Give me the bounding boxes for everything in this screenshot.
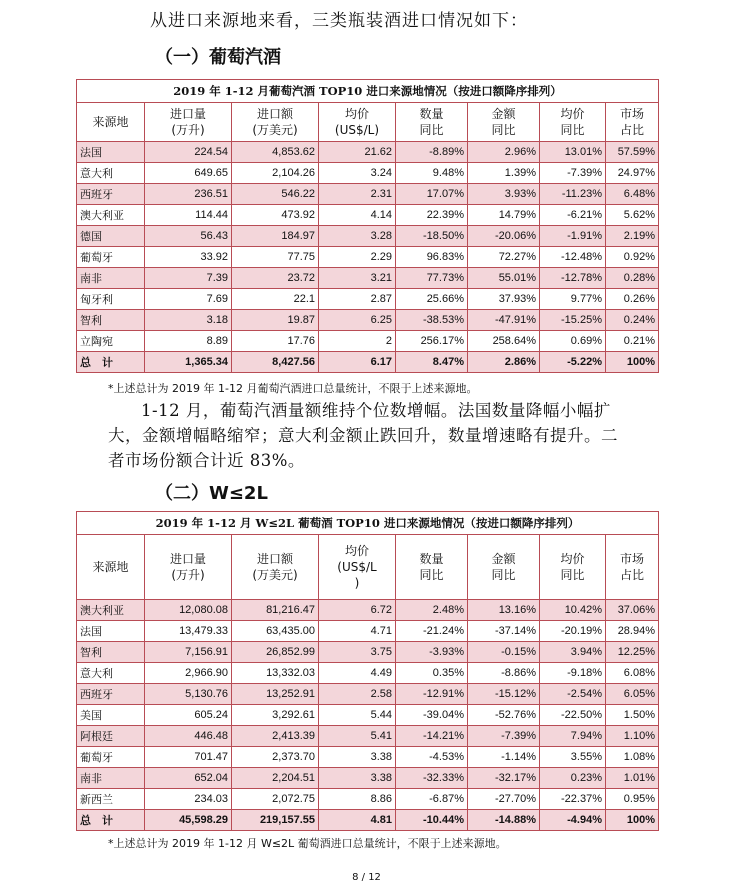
total-value: 45,598.29 xyxy=(145,810,232,831)
value-cell: -20.19% xyxy=(540,621,606,642)
origin-cell: 南非 xyxy=(77,768,145,789)
value-cell: 56.43 xyxy=(145,226,232,247)
value-cell: 6.48% xyxy=(606,184,659,205)
value-cell: -27.70% xyxy=(468,789,540,810)
origin-cell: 葡萄牙 xyxy=(77,747,145,768)
value-cell: 72.27% xyxy=(468,247,540,268)
table-footnote: *上述总计为 2019 年 1-12 月葡萄汽酒进口总量统计，不限于上述来源地。 xyxy=(108,382,478,395)
value-cell: 77.73% xyxy=(396,268,468,289)
value-cell: 17.76 xyxy=(232,331,319,352)
value-cell: -22.50% xyxy=(540,705,606,726)
value-cell: 21.62 xyxy=(319,142,396,163)
total-value: -14.88% xyxy=(468,810,540,831)
value-cell: -11.23% xyxy=(540,184,606,205)
paragraph-text: 1-12 月，葡萄汽酒量额维持个位数增幅。法国数量降幅小幅扩大，金额增幅略缩窄；意大利金额止跌回升，数量增速略有提升。二者市场份额合计近 83%。 xyxy=(108,401,618,470)
value-cell: 5.62% xyxy=(606,205,659,226)
origin-cell: 意大利 xyxy=(77,663,145,684)
value-cell: 9.48% xyxy=(396,163,468,184)
origin-cell: 澳大利亚 xyxy=(77,205,145,226)
value-cell: -22.37% xyxy=(540,789,606,810)
value-cell: -52.76% xyxy=(468,705,540,726)
value-cell: 25.66% xyxy=(396,289,468,310)
table-row xyxy=(77,726,659,747)
value-cell: -1.14% xyxy=(468,747,540,768)
value-cell: 6.72 xyxy=(319,600,396,621)
table-row xyxy=(77,205,659,226)
value-cell: 4.71 xyxy=(319,621,396,642)
total-value: 219,157.55 xyxy=(232,810,319,831)
value-cell: -2.54% xyxy=(540,684,606,705)
table-row xyxy=(77,289,659,310)
value-cell: -1.91% xyxy=(540,226,606,247)
value-cell: 234.03 xyxy=(145,789,232,810)
value-cell: -9.18% xyxy=(540,663,606,684)
value-cell: 4,853.62 xyxy=(232,142,319,163)
total-value: -4.94% xyxy=(540,810,606,831)
column-header: 来源地 xyxy=(77,535,145,600)
value-cell: 55.01% xyxy=(468,268,540,289)
value-cell: 0.92% xyxy=(606,247,659,268)
value-cell: 7.69 xyxy=(145,289,232,310)
origin-cell: 智利 xyxy=(77,642,145,663)
value-cell: 258.64% xyxy=(468,331,540,352)
total-value: -5.22% xyxy=(540,352,606,373)
origin-cell: 阿根廷 xyxy=(77,726,145,747)
value-cell: -20.06% xyxy=(468,226,540,247)
table-row xyxy=(77,600,659,621)
origin-cell: 智利 xyxy=(77,310,145,331)
value-cell: -32.33% xyxy=(396,768,468,789)
value-cell: 184.97 xyxy=(232,226,319,247)
column-header: 进口量 (万升) xyxy=(145,103,232,142)
value-cell: 3.93% xyxy=(468,184,540,205)
table-row xyxy=(77,705,659,726)
value-cell: 2,413.39 xyxy=(232,726,319,747)
value-cell: 0.23% xyxy=(540,768,606,789)
page-separator: / xyxy=(361,872,365,883)
value-cell: 473.92 xyxy=(232,205,319,226)
value-cell: 22.1 xyxy=(232,289,319,310)
value-cell: 2,966.90 xyxy=(145,663,232,684)
header-row xyxy=(77,103,659,142)
origin-cell: 美国 xyxy=(77,705,145,726)
value-cell: -7.39% xyxy=(468,726,540,747)
total-value: 8.47% xyxy=(396,352,468,373)
value-cell: 77.75 xyxy=(232,247,319,268)
value-cell: -38.53% xyxy=(396,310,468,331)
value-cell: 12.25% xyxy=(606,642,659,663)
table-row xyxy=(77,163,659,184)
value-cell: 96.83% xyxy=(396,247,468,268)
value-cell: 12,080.08 xyxy=(145,600,232,621)
table-row xyxy=(77,789,659,810)
w2l-wine-table xyxy=(76,511,659,831)
origin-cell: 南非 xyxy=(77,268,145,289)
value-cell: 256.17% xyxy=(396,331,468,352)
header-row xyxy=(77,535,659,600)
value-cell: 33.92 xyxy=(145,247,232,268)
value-cell: -12.78% xyxy=(540,268,606,289)
value-cell: -14.21% xyxy=(396,726,468,747)
value-cell: 5.41 xyxy=(319,726,396,747)
value-cell: 23.72 xyxy=(232,268,319,289)
value-cell: -47.91% xyxy=(468,310,540,331)
column-header: 金额 同比 xyxy=(468,103,540,142)
column-header: 市场 占比 xyxy=(606,535,659,600)
value-cell: 8.89 xyxy=(145,331,232,352)
origin-cell: 澳大利亚 xyxy=(77,600,145,621)
table-row xyxy=(77,184,659,205)
value-cell: 0.24% xyxy=(606,310,659,331)
value-cell: 24.97% xyxy=(606,163,659,184)
total-value: 100% xyxy=(606,352,659,373)
column-header: 均价 同比 xyxy=(540,103,606,142)
origin-cell: 德国 xyxy=(77,226,145,247)
origin-cell: 新西兰 xyxy=(77,789,145,810)
value-cell: 1.10% xyxy=(606,726,659,747)
total-value: -10.44% xyxy=(396,810,468,831)
value-cell: -0.15% xyxy=(468,642,540,663)
table-footnote: *上述总计为 2019 年 1-12 月 W≤2L 葡萄酒进口总量统计，不限于上述来源地。 xyxy=(108,837,507,850)
table-row xyxy=(77,621,659,642)
value-cell: -21.24% xyxy=(396,621,468,642)
value-cell: 81,216.47 xyxy=(232,600,319,621)
table-caption: 2019 年 1-12 月 W≤2L 葡萄酒 TOP10 进口来源地情况（按进口额降序排列） xyxy=(76,511,659,534)
value-cell: 224.54 xyxy=(145,142,232,163)
value-cell: 0.69% xyxy=(540,331,606,352)
value-cell: 26,852.99 xyxy=(232,642,319,663)
table-row xyxy=(77,747,659,768)
analysis-paragraph xyxy=(108,398,628,473)
total-label: 总 计 xyxy=(77,352,145,373)
column-header: 进口量 (万升) xyxy=(145,535,232,600)
value-cell: 5,130.76 xyxy=(145,684,232,705)
total-value: 1,365.34 xyxy=(145,352,232,373)
value-cell: 0.21% xyxy=(606,331,659,352)
value-cell: 13,332.03 xyxy=(232,663,319,684)
value-cell: 2,204.51 xyxy=(232,768,319,789)
column-header: 数量 同比 xyxy=(396,535,468,600)
value-cell: -4.53% xyxy=(396,747,468,768)
intro-text: 从进口来源地来看，三类瓶装酒进口情况如下： xyxy=(150,11,528,31)
section-title-w2l: （二）W≤2L xyxy=(155,483,268,504)
value-cell: 236.51 xyxy=(145,184,232,205)
value-cell: -39.04% xyxy=(396,705,468,726)
value-cell: 3.18 xyxy=(145,310,232,331)
value-cell: 3.94% xyxy=(540,642,606,663)
table-row xyxy=(77,663,659,684)
value-cell: 3,292.61 xyxy=(232,705,319,726)
value-cell: 37.06% xyxy=(606,600,659,621)
value-cell: 3.75 xyxy=(319,642,396,663)
table-row xyxy=(77,268,659,289)
value-cell: 2,373.70 xyxy=(232,747,319,768)
value-cell: 7,156.91 xyxy=(145,642,232,663)
origin-cell: 法国 xyxy=(77,142,145,163)
value-cell: 1.01% xyxy=(606,768,659,789)
value-cell: 13,479.33 xyxy=(145,621,232,642)
origin-cell: 法国 xyxy=(77,621,145,642)
value-cell: 6.08% xyxy=(606,663,659,684)
value-cell: 2.19% xyxy=(606,226,659,247)
table-row xyxy=(77,310,659,331)
value-cell: 9.77% xyxy=(540,289,606,310)
column-header: 市场 占比 xyxy=(606,103,659,142)
total-value: 8,427.56 xyxy=(232,352,319,373)
value-cell: -6.87% xyxy=(396,789,468,810)
value-cell: 7.39 xyxy=(145,268,232,289)
section-title-sparkling: （一）葡萄汽酒 xyxy=(155,47,281,68)
value-cell: -18.50% xyxy=(396,226,468,247)
value-cell: 17.07% xyxy=(396,184,468,205)
value-cell: 13.16% xyxy=(468,600,540,621)
column-header: 均价 (US$/L) xyxy=(319,103,396,142)
table-row xyxy=(77,331,659,352)
value-cell: -32.17% xyxy=(468,768,540,789)
column-header: 进口额 (万美元) xyxy=(232,103,319,142)
value-cell: 2,104.26 xyxy=(232,163,319,184)
value-cell: 5.44 xyxy=(319,705,396,726)
value-cell: 605.24 xyxy=(145,705,232,726)
total-value: 2.86% xyxy=(468,352,540,373)
origin-cell: 匈牙利 xyxy=(77,289,145,310)
total-value: 6.17 xyxy=(319,352,396,373)
value-cell: 3.28 xyxy=(319,226,396,247)
table-row xyxy=(77,226,659,247)
total-row xyxy=(77,810,659,831)
value-cell: 2 xyxy=(319,331,396,352)
value-cell: 3.38 xyxy=(319,747,396,768)
value-cell: 22.39% xyxy=(396,205,468,226)
value-cell: 0.26% xyxy=(606,289,659,310)
value-cell: 3.24 xyxy=(319,163,396,184)
value-cell: 3.38 xyxy=(319,768,396,789)
value-cell: 7.94% xyxy=(540,726,606,747)
value-cell: 63,435.00 xyxy=(232,621,319,642)
table-row xyxy=(77,642,659,663)
origin-cell: 意大利 xyxy=(77,163,145,184)
column-header: 金额 同比 xyxy=(468,535,540,600)
origin-cell: 葡萄牙 xyxy=(77,247,145,268)
value-cell: 2.29 xyxy=(319,247,396,268)
page-number xyxy=(0,872,733,883)
table-caption: 2019 年 1-12 月葡萄汽酒 TOP10 进口来源地情况（按进口额降序排列） xyxy=(76,79,659,102)
value-cell: 8.86 xyxy=(319,789,396,810)
value-cell: 1.39% xyxy=(468,163,540,184)
value-cell: 701.47 xyxy=(145,747,232,768)
value-cell: -12.91% xyxy=(396,684,468,705)
value-cell: 6.25 xyxy=(319,310,396,331)
origin-cell: 西班牙 xyxy=(77,684,145,705)
column-header: 来源地 xyxy=(77,103,145,142)
value-cell: 10.42% xyxy=(540,600,606,621)
value-cell: 1.08% xyxy=(606,747,659,768)
column-header: 均价 (US$/L ) xyxy=(319,535,396,600)
value-cell: 2.87 xyxy=(319,289,396,310)
table-row xyxy=(77,247,659,268)
value-cell: -8.89% xyxy=(396,142,468,163)
value-cell: 0.28% xyxy=(606,268,659,289)
value-cell: 2.96% xyxy=(468,142,540,163)
total-value: 100% xyxy=(606,810,659,831)
value-cell: 0.95% xyxy=(606,789,659,810)
column-header: 数量 同比 xyxy=(396,103,468,142)
total-value: 4.81 xyxy=(319,810,396,831)
column-header: 进口额 (万美元) xyxy=(232,535,319,600)
value-cell: 546.22 xyxy=(232,184,319,205)
value-cell: 13,252.91 xyxy=(232,684,319,705)
value-cell: 2.31 xyxy=(319,184,396,205)
table-row xyxy=(77,142,659,163)
value-cell: 652.04 xyxy=(145,768,232,789)
table-row xyxy=(77,768,659,789)
value-cell: 446.48 xyxy=(145,726,232,747)
value-cell: -37.14% xyxy=(468,621,540,642)
value-cell: -15.12% xyxy=(468,684,540,705)
value-cell: 2.58 xyxy=(319,684,396,705)
page-current: 8 xyxy=(352,872,359,883)
value-cell: 0.35% xyxy=(396,663,468,684)
value-cell: 1.50% xyxy=(606,705,659,726)
value-cell: 649.65 xyxy=(145,163,232,184)
table-row xyxy=(77,684,659,705)
value-cell: 6.05% xyxy=(606,684,659,705)
value-cell: 4.49 xyxy=(319,663,396,684)
sparkling-wine-table xyxy=(76,79,659,373)
value-cell: 57.59% xyxy=(606,142,659,163)
value-cell: 28.94% xyxy=(606,621,659,642)
value-cell: 14.79% xyxy=(468,205,540,226)
value-cell: 2,072.75 xyxy=(232,789,319,810)
value-cell: -15.25% xyxy=(540,310,606,331)
total-row xyxy=(77,352,659,373)
column-header: 均价 同比 xyxy=(540,535,606,600)
value-cell: 37.93% xyxy=(468,289,540,310)
value-cell: 4.14 xyxy=(319,205,396,226)
value-cell: 13.01% xyxy=(540,142,606,163)
total-label: 总 计 xyxy=(77,810,145,831)
value-cell: -6.21% xyxy=(540,205,606,226)
value-cell: -7.39% xyxy=(540,163,606,184)
value-cell: -12.48% xyxy=(540,247,606,268)
value-cell: 2.48% xyxy=(396,600,468,621)
value-cell: 19.87 xyxy=(232,310,319,331)
value-cell: -3.93% xyxy=(396,642,468,663)
value-cell: 3.55% xyxy=(540,747,606,768)
value-cell: 3.21 xyxy=(319,268,396,289)
value-cell: 114.44 xyxy=(145,205,232,226)
origin-cell: 立陶宛 xyxy=(77,331,145,352)
value-cell: -8.86% xyxy=(468,663,540,684)
origin-cell: 西班牙 xyxy=(77,184,145,205)
page-total: 12 xyxy=(368,872,381,883)
